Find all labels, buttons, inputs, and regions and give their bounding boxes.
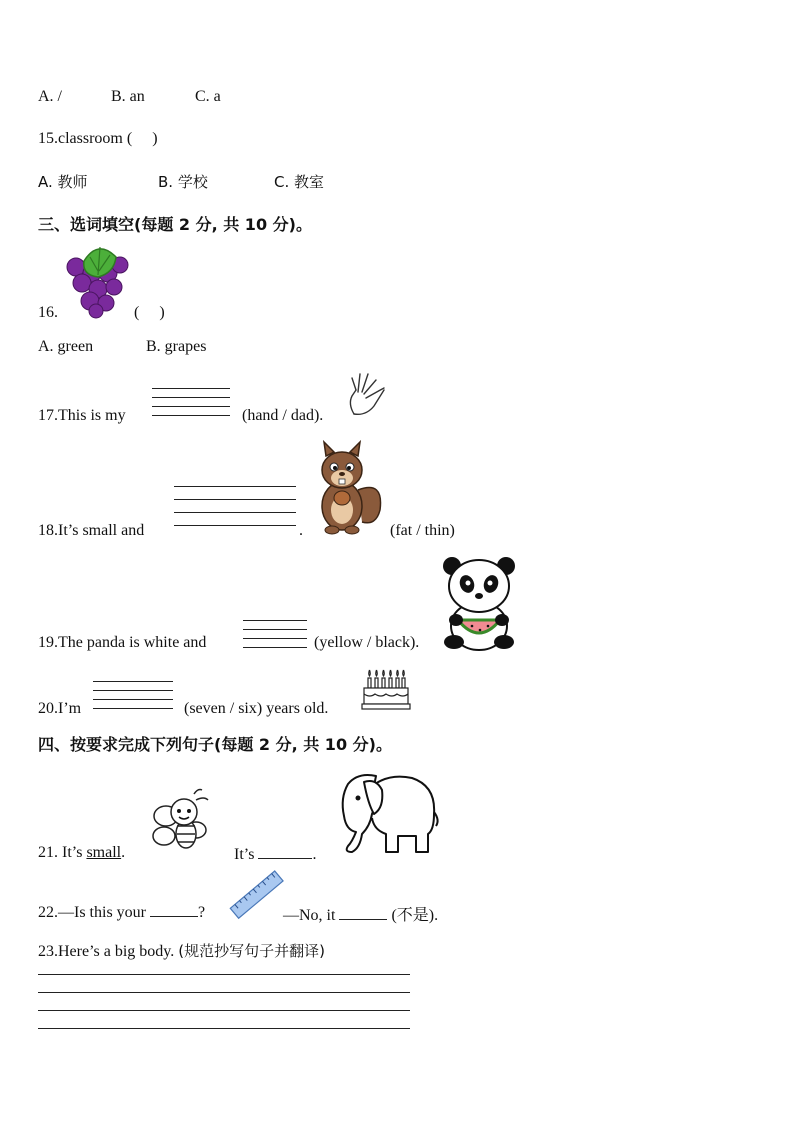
q15-number: 15. [38,130,58,147]
section3-heading: 三、选词填空(每题 2 分, 共 10 分)。 [38,215,312,234]
q16-number: 16. [38,304,58,321]
q21-underlined-word: small [86,844,122,861]
section4-heading: 四、按要求完成下列句子(每题 2 分, 共 10 分)。 [38,735,392,754]
q14-option-b: B. an [111,88,145,105]
ruler-icon [232,872,282,918]
q15-answer-paren[interactable]: ( ) [126,130,158,147]
q16-option-a: A. green [38,338,94,355]
q16-answer-paren[interactable]: ( ) [134,304,165,321]
q21-question [38,844,125,862]
q19-writing-lines[interactable] [243,620,307,648]
q22-part2: —No, it [283,907,336,924]
q20-writing-lines[interactable] [93,681,173,709]
q23-note: (规范抄写句子并翻译) [178,942,325,960]
q18-hint: (fat / thin) [390,522,455,539]
q21-dot: . [121,844,126,861]
q23-writing-line-2[interactable] [38,992,410,993]
bee-icon [150,786,212,858]
q15-option-a: A. 教师 [38,173,88,191]
q21-prefix: 21. It’s [38,844,83,861]
panda-icon [442,556,516,652]
q14-option-a: A. / [38,88,62,105]
q22-end: (不是). [391,907,439,924]
q17-writing-lines[interactable] [152,388,230,416]
hand-icon [344,370,388,418]
squirrel-icon [312,440,384,536]
q17-hint: (hand / dad). [242,407,324,424]
q18-dot: . [299,522,303,539]
q23-writing-line-4[interactable] [38,1028,410,1029]
q21-part2: It’s [234,846,255,863]
q16-option-b: B. grapes [146,338,207,355]
q17-prefix: 17.This is my [38,407,126,424]
q14-option-c: C. a [195,88,221,105]
q20-hint: (seven / six) years old. [184,700,329,717]
q21-answer [234,844,316,864]
q23-writing-line-1[interactable] [38,974,410,975]
q15-option-c: C. 教室 [274,173,325,191]
q21-part2-end: . [312,846,317,863]
q15-question [38,130,158,148]
q16-question [38,304,165,322]
q22-blank-1[interactable] [150,902,198,917]
q15-option-b: B. 学校 [158,173,208,191]
q23-prefix: 23.Here’s a big body. [38,943,175,960]
q18-writing-lines[interactable] [174,486,296,526]
q22-qmark: ? [198,904,206,921]
q19-hint: (yellow / black). [314,634,420,651]
q19-prefix: 19.The panda is white and [38,634,207,651]
q22-question [38,902,205,922]
q22-blank-2[interactable] [339,905,387,920]
q18-prefix: 18.It’s small and [38,522,145,539]
grapes-icon [64,243,130,319]
q21-blank[interactable] [258,844,312,859]
birthday-cake-icon [362,666,410,712]
q23-question [38,940,325,961]
elephant-icon [336,768,440,858]
q20-prefix: 20.I’m [38,700,82,717]
q22-answer [283,902,438,925]
q23-writing-line-3[interactable] [38,1010,410,1011]
q22-prefix: 22.—Is this your [38,904,146,921]
q15-word: classroom [58,130,123,147]
